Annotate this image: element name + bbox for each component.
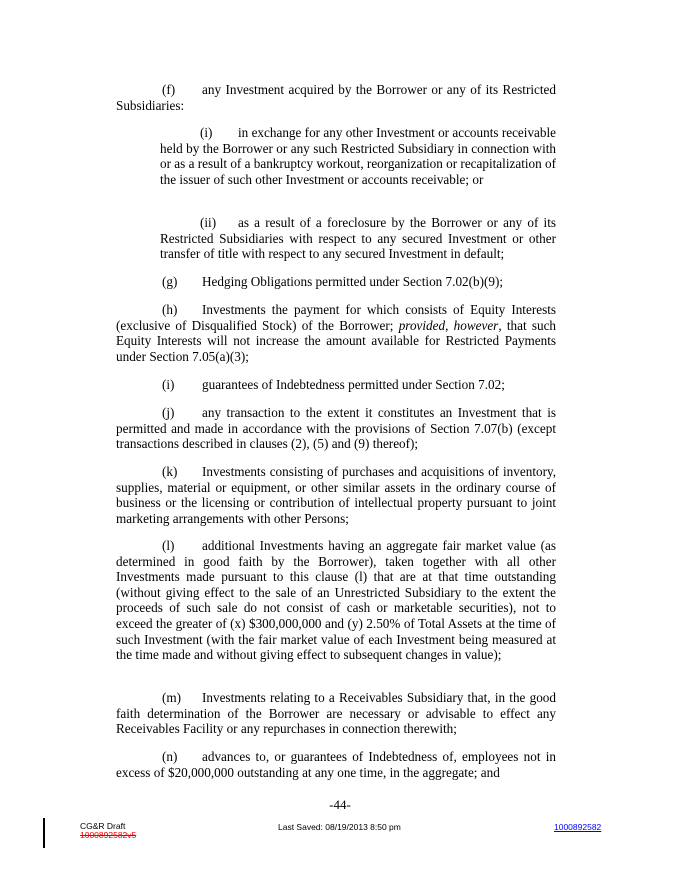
- clause-n: [116, 749, 556, 780]
- clause-text: , that such Equity Interests will not increase the amount available for Restricted Payments under Section 7.05(a)(3);: [116, 317, 557, 364]
- draft-label: CG&R Draft: [80, 821, 126, 831]
- emphasis-however: however: [453, 317, 499, 333]
- clause-l: [116, 538, 556, 663]
- clause-text: Investments the payment for which consists of Equity Interests (exclusive of Disqualified Stock) of the Borrower;: [116, 302, 556, 333]
- clause-text: Investments relating to a Receivables Subsidiary that, in the good faith determination of the Borrower are necessary or advisable to effect any Receivables Facility or any repurchases in connection therewith;: [116, 690, 556, 737]
- clause-label: (i): [200, 125, 213, 140]
- deleted-doc-id: 1000892582v5: [80, 830, 137, 840]
- footer-last-saved: Last Saved: 08/19/2013 8:50 pm: [278, 822, 401, 832]
- change-bar: [43, 818, 45, 848]
- emphasis-provided: provided: [398, 317, 446, 333]
- clause-label: (h): [162, 302, 178, 317]
- clause-text: any Investment acquired by the Borrower or any of its Restricted Subsidiaries:: [116, 82, 556, 113]
- clause-label: (k): [162, 464, 178, 479]
- clause-text: Hedging Obligations permitted under Section 7.02(b)(9);: [202, 274, 504, 289]
- clause-text: advances to, or guarantees of Indebtedness of, employees not in excess of $20,000,000 outstanding at any one time, in the aggregate; and: [116, 749, 556, 780]
- clause-m: [116, 690, 556, 737]
- footer-left: [80, 822, 136, 840]
- clause-label: (g): [162, 274, 178, 289]
- clause-j: [116, 405, 556, 452]
- page-number: -44-: [329, 797, 351, 812]
- clause-f-i: [160, 125, 556, 187]
- clause-text: as a result of a foreclosure by the Borrower or any of its Restricted Subsidiaries with respect to any secured Investment or other transfer of title with respect to any secured Investment in default;: [160, 215, 556, 262]
- clause-k: [116, 464, 556, 526]
- clause-label: (n): [162, 749, 178, 764]
- clause-f-ii: [160, 215, 556, 262]
- clause-label: (j): [162, 405, 175, 420]
- clause-text: ,: [445, 317, 454, 333]
- clause-g: [116, 274, 556, 290]
- clause-label: (m): [162, 690, 182, 705]
- clause-label: (i): [162, 377, 175, 392]
- clause-text: guarantees of Indebtedness permitted under Section 7.02;: [202, 377, 505, 392]
- clause-label: (ii): [200, 215, 217, 230]
- footer-doc-id: 1000892582: [554, 822, 602, 832]
- clause-text: additional Investments having an aggregate fair market value (as determined in good faith by the Borrower), taken together with all other Investments made pursuant to this clause (l) that are at that time outstanding (without giving effect to the sale of an Unrestricted Subsidiary to the extent the proceeds of such sale do not consist of cash or marketable securities), not to exceed the greater of (x) $300,000,000 and (y) 2.50% of Total Assets at the time of such Investment (with the fair market value of each Investment being measured at the time made and without giving effect to subsequent changes in value);: [116, 538, 556, 663]
- clause-f: [116, 82, 556, 113]
- clause-text: Investments consisting of purchases and acquisitions of inventory, supplies, material or equipment, or other similar assets in the ordinary course of business or the licensing or contribution of intellectual property pursuant to joint marketing arrangements with other Persons;: [116, 464, 556, 526]
- clause-label: (f): [162, 82, 176, 97]
- clause-label: (l): [162, 538, 175, 553]
- clause-h: [116, 302, 556, 364]
- clause-text: any transaction to the extent it constitutes an Investment that is permitted and made in accordance with the provisions of Section 7.07(b) (except transactions described in clauses (2), (5) and (9) thereof);: [116, 405, 556, 452]
- clause-text: in exchange for any other Investment or accounts receivable held by the Borrower or any such Restricted Subsidiary in connection with or as a result of a bankruptcy workout, reorganization or recapitalization of the issuer of such other Investment or accounts receivable; or: [160, 125, 556, 187]
- clause-i: [116, 377, 556, 393]
